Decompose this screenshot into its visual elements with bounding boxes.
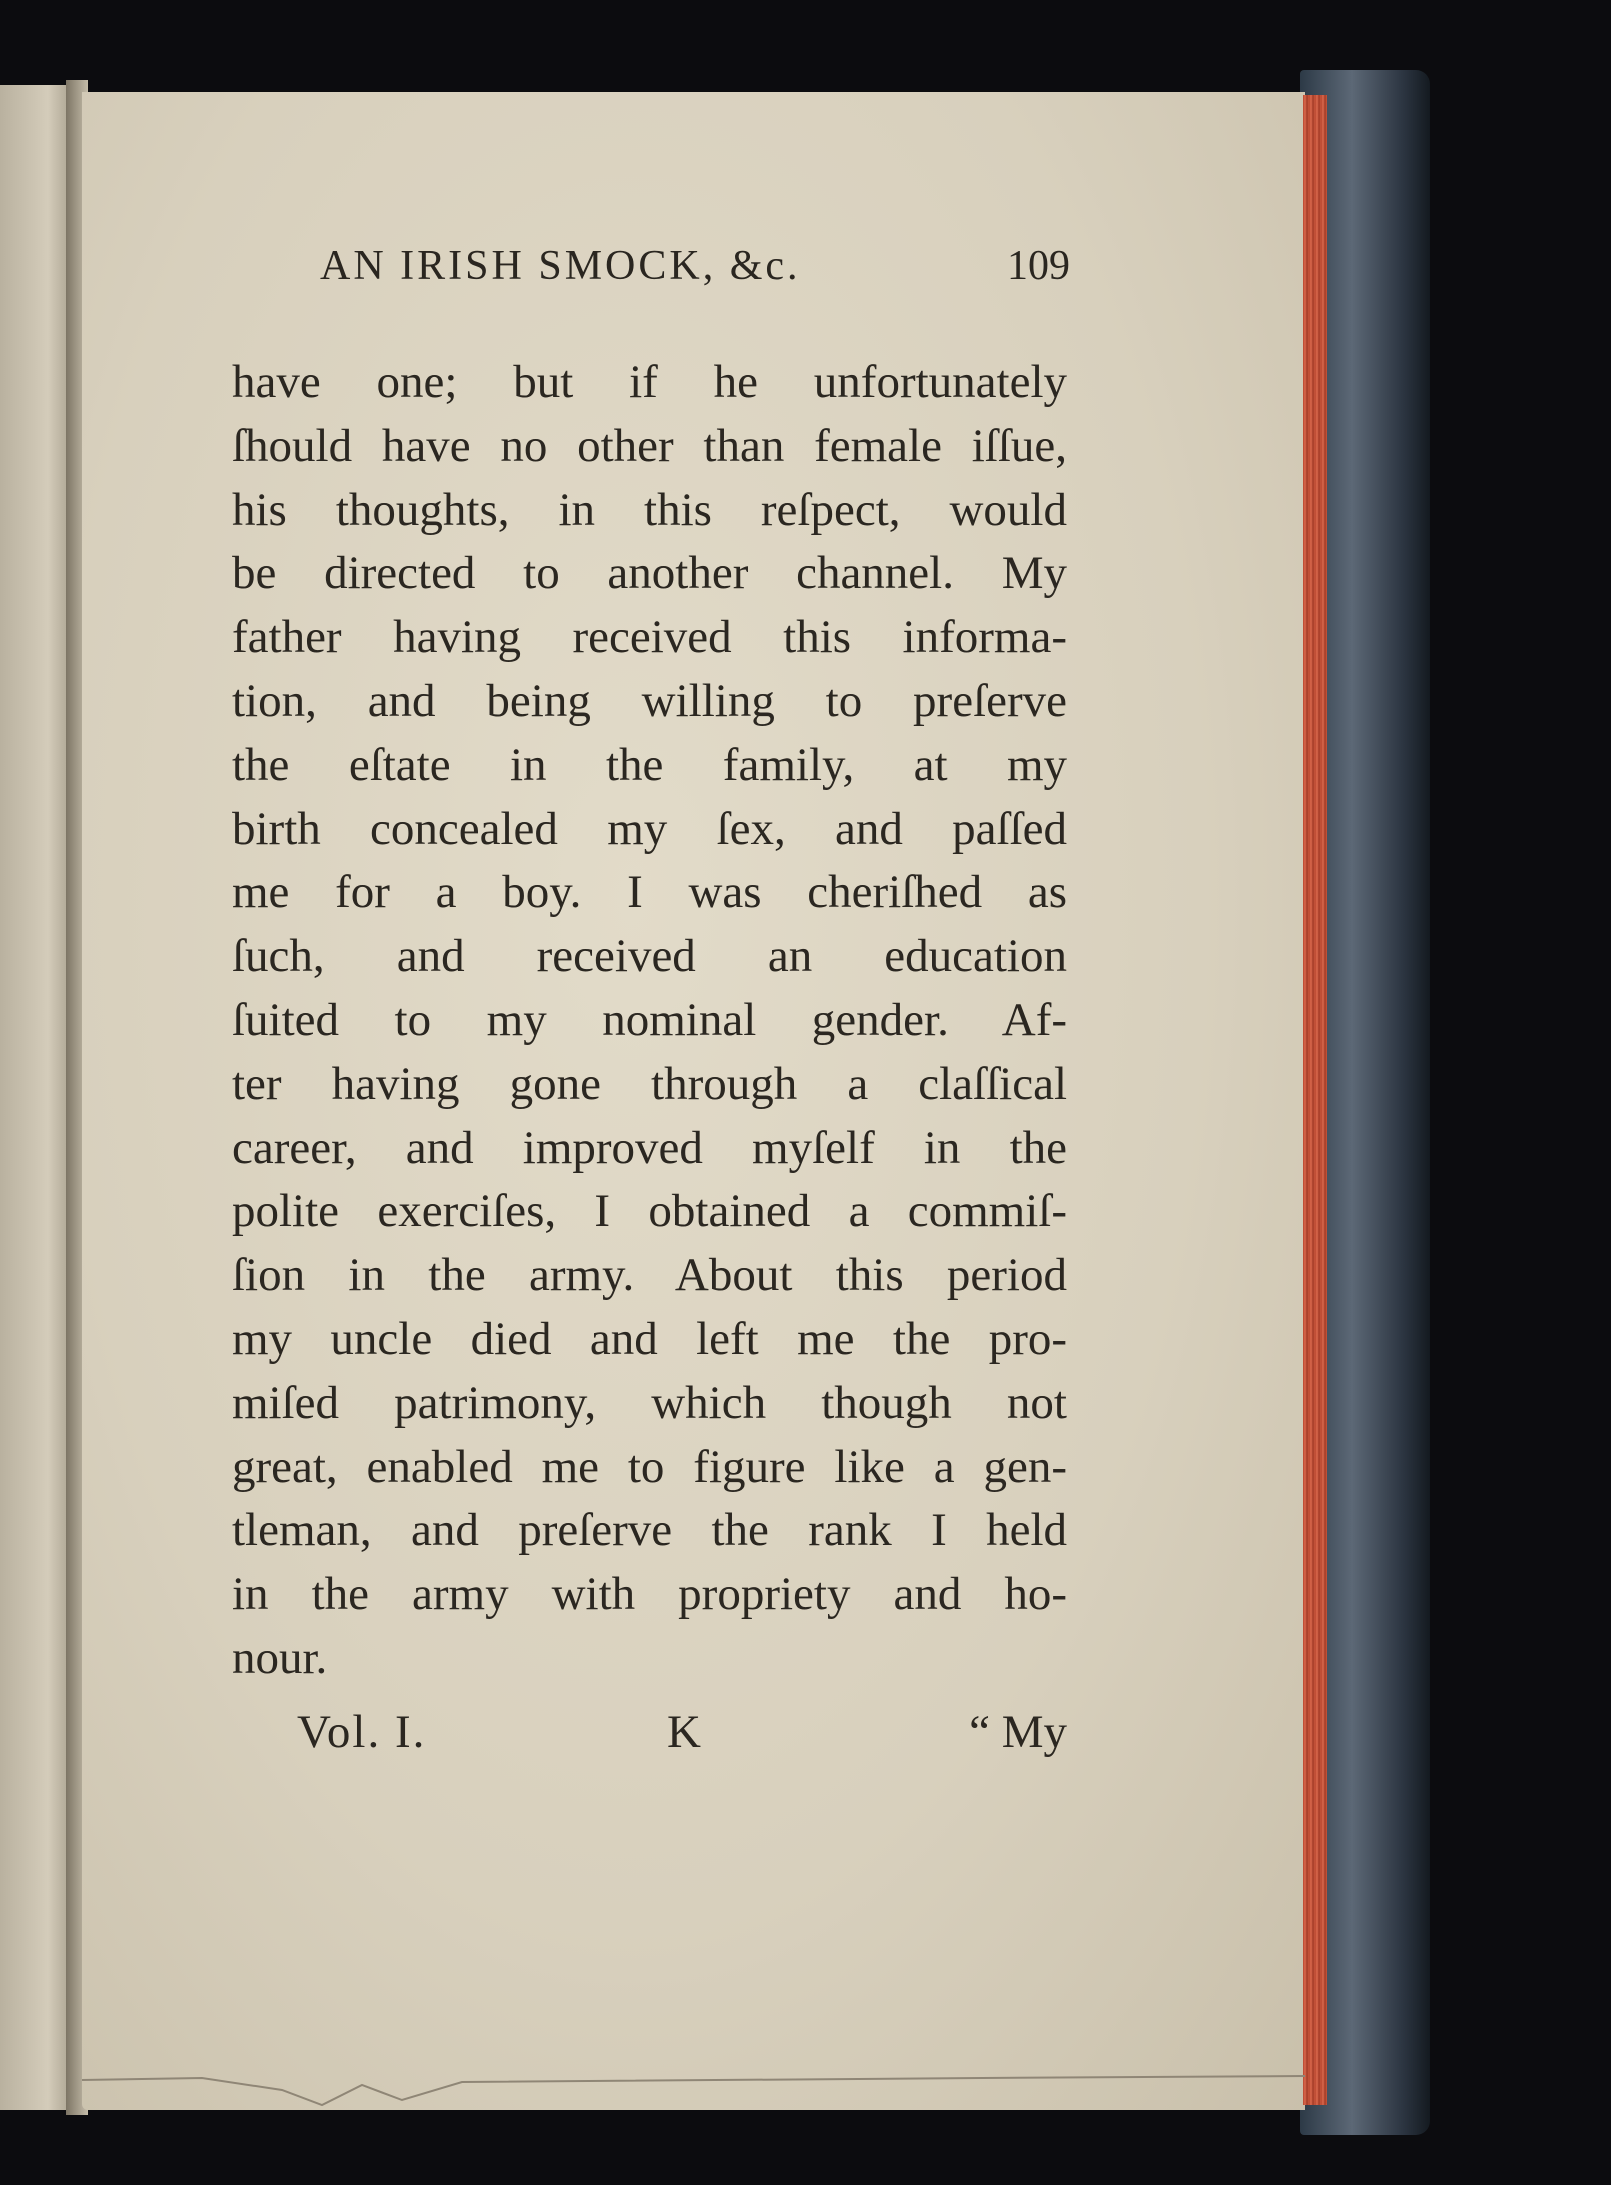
text-line: be directed to another channel. My <box>232 547 1067 600</box>
body-text <box>232 351 1067 1691</box>
text-line: tleman, and preſerve the rank I held <box>232 1504 1067 1557</box>
text-line: his thoughts, in this reſpect, would <box>232 483 1067 536</box>
text-line: my uncle died and left me the pro- <box>232 1312 1067 1365</box>
text-line: in the army with propriety and ho- <box>232 1568 1067 1621</box>
page-footer <box>232 1705 1067 1765</box>
running-head <box>240 242 1070 302</box>
text-line: great, enabled me to figure like a gen- <box>232 1440 1067 1493</box>
text-line: ſuited to my nominal gender. Af- <box>232 993 1067 1046</box>
text-line: me for a boy. I was cheriſhed as <box>232 866 1067 919</box>
text-line: ſuch, and received an education <box>232 930 1067 983</box>
volume-signature: Vol. I. <box>297 1706 427 1758</box>
running-head-title: AN IRISH SMOCK, &c. <box>320 243 801 289</box>
text-line: tion, and being willing to preſerve <box>232 674 1067 727</box>
text-line: the eſtate in the family, at my <box>232 738 1067 791</box>
text-line: have one; but if he unfortunately <box>232 356 1067 408</box>
text-line: father having received this informa- <box>232 611 1067 664</box>
text-line: birth concealed my ſex, and paſſed <box>232 802 1067 855</box>
text-line-last: nour. <box>232 1631 328 1684</box>
torn-page-bottom <box>82 2060 1305 2120</box>
text-line: ſion in the army. About this period <box>232 1249 1067 1302</box>
text-line: ſhould have no other than female iſſue, <box>232 419 1067 472</box>
catchword: “ My <box>969 1706 1067 1758</box>
signature-mark: K <box>667 1706 701 1758</box>
red-page-edges <box>1303 95 1327 2105</box>
text-line: polite exerciſes, I obtained a commiſ- <box>232 1185 1067 1238</box>
text-line: miſed patrimony, which though not <box>232 1376 1067 1429</box>
text-line: career, and improved myſelf in the <box>232 1121 1067 1174</box>
page-number: 109 <box>1007 243 1070 289</box>
text-line: ter having gone through a claſſical <box>232 1057 1067 1110</box>
